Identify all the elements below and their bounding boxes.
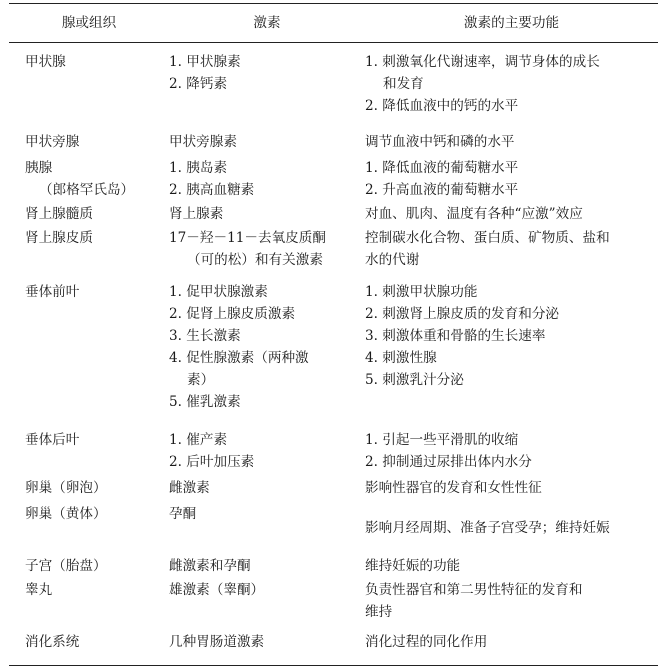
gland-cell: 卵巢（卵泡） (25, 480, 107, 496)
gland-cell: 肾上腺髓质 (25, 206, 93, 222)
gland-cell: 甲状腺 (25, 54, 66, 70)
function-cell: 维持妊娠的功能 (365, 558, 461, 574)
hormone-cell: 1. 促甲状腺激素 2. 促肾上腺皮质激素 3. 生长激素 4. 促性腺激素（两种激 素） 5. 催乳激素 (169, 284, 309, 410)
gland-cell: 睾丸 (25, 582, 53, 598)
function-cell: 负责性器官和第二男性特征的发育和 维持 (365, 582, 583, 620)
hormone-cell: 1. 催产素 2. 后叶加压素 (169, 432, 255, 470)
hormone-cell: 雄激素（睾酮） (169, 582, 265, 598)
function-cell: 1. 刺激氧化代谢速率，调节身体的成长 和发育 2. 降低血液中的钙的水平 (365, 54, 600, 114)
function-cell: 影响性器官的发育和女性性征 (365, 480, 542, 496)
header-gland: 腺或组织 (61, 15, 117, 31)
header-hormone: 激素 (253, 15, 281, 31)
function-cell: 调节血液中钙和磷的水平 (365, 134, 515, 150)
gland-cell: 垂体后叶 (25, 432, 80, 448)
hormone-cell: 孕酮 (169, 506, 197, 522)
hormone-cell: 1. 甲状腺素 2. 降钙素 (169, 54, 241, 92)
gland-cell: 子宫（胎盘） (25, 558, 107, 574)
gland-cell: 肾上腺皮质 (25, 230, 93, 246)
function-cell: 消化过程的同化作用 (365, 634, 488, 650)
gland-cell: 垂体前叶 (25, 284, 80, 300)
table-row (9, 201, 658, 225)
gland-cell: 胰腺 （郎格罕氏岛） (25, 160, 135, 198)
table-row (9, 153, 658, 201)
table-row (9, 225, 658, 271)
table-row (9, 271, 658, 413)
header-function: 激素的主要功能 (463, 15, 560, 31)
hormone-cell: 雌激素 (169, 480, 210, 496)
function-cell: 1. 刺激甲状腺功能 2. 刺激肾上腺皮质的发育和分泌 3. 刺激体重和骨骼的生长速率 4. 刺激性腺 5. 刺激乳汁分泌 (365, 284, 560, 388)
function-cell: 1. 引起一些平滑肌的收缩 2. 抑制通过尿排出体内水分 (365, 432, 532, 470)
function-cell: 对血、肌肉、温度有各种“应激”效应 (365, 206, 583, 222)
function-cell: 控制碳水化合物、蛋白质、矿物质、盐和 水的代谢 (365, 230, 610, 268)
hormone-cell: 肾上腺素 (169, 206, 224, 222)
table-row (9, 115, 658, 153)
hormone-table (9, 3, 658, 666)
gland-cell: 卵巢（黄体） (25, 506, 107, 522)
table-header (9, 4, 658, 43)
table-row (9, 577, 658, 623)
table-row (9, 499, 658, 543)
table-row (9, 473, 658, 499)
table-row (9, 43, 658, 115)
hormone-cell: 17－羟－11－去氧皮质酮 （可的松）和有关激素 (169, 230, 326, 268)
table-row (9, 623, 658, 665)
hormone-cell: 几种胃肠道激素 (169, 634, 265, 650)
gland-cell: 甲状旁腺 (25, 134, 80, 150)
hormone-cell: 甲状旁腺素 (169, 134, 237, 150)
hormone-cell: 雌激素和孕酮 (169, 558, 251, 574)
hormone-cell: 1. 胰岛素 2. 胰高血糖素 (169, 160, 255, 198)
gland-cell: 消化系统 (25, 634, 80, 650)
function-cell: 1. 降低血液的葡萄糖水平 2. 升高血液的葡萄糖水平 (365, 160, 519, 198)
table-row (9, 413, 658, 473)
table-row (9, 543, 658, 577)
function-cell: 影响月经周期、准备子宫受孕；维持妊娠 (365, 520, 610, 536)
